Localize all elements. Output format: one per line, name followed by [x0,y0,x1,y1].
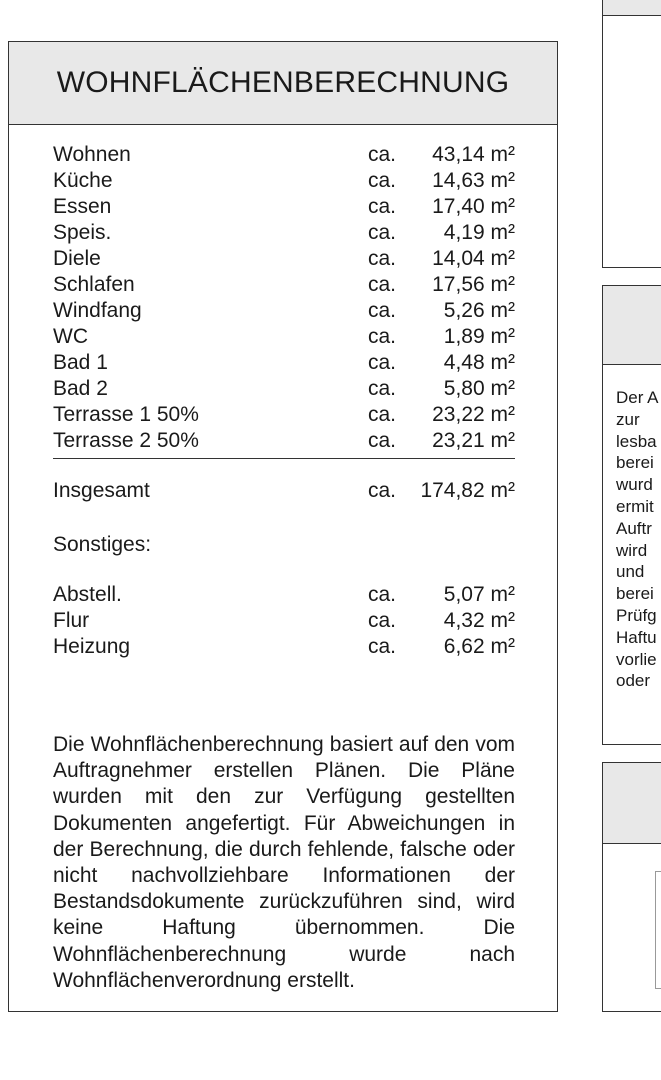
side-panel-top [602,0,661,268]
room-row [53,272,515,298]
side-panel-header [603,763,661,844]
total-label: Insgesamt [53,479,150,502]
room-label: Schlafen [53,273,135,296]
room-row [53,324,515,350]
approx-label: ca. [368,273,397,296]
side-text-line: ermit [616,496,654,516]
side-text-line: und [616,562,645,582]
room-area: 17,40 m² [432,195,515,218]
side-text-line: wurd [616,475,653,495]
side-text-line: berei [616,584,654,604]
room-label: Küche [53,169,113,192]
room-label: Flur [53,609,90,632]
room-area: 4,48 m² [443,351,515,374]
room-row [53,402,515,428]
side-text-line: wird [616,540,648,560]
room-row [53,428,515,454]
room-row [53,142,515,168]
room-area: 1,89 m² [443,325,515,348]
side-text-line: Prüfg [616,605,657,625]
approx-label: ca. [368,195,397,218]
other-row [53,608,515,634]
approx-label: ca. [368,609,397,632]
side-panel-text [616,387,659,692]
other-heading-label: Sonstiges: [53,533,152,556]
side-text-line: vorlie [616,649,657,669]
side-text-line: Der A [616,388,659,407]
room-row [53,376,515,402]
approx-label: ca. [368,377,397,400]
room-label: Diele [53,247,101,270]
room-area: 4,19 m² [443,221,515,244]
room-row [53,298,515,324]
room-label: Bad 2 [53,377,108,400]
side-panel-header [603,0,661,16]
room-label: Abstell. [53,583,122,606]
approx-label: ca. [368,429,397,452]
side-text-line: Haftu [616,627,657,647]
room-label: Wohnen [53,143,131,166]
room-area: 23,22 m² [432,403,515,426]
approx-label: ca. [368,169,397,192]
room-label: Terrasse 1 50% [53,403,199,426]
room-row [53,246,515,272]
panel-title: WOHNFLÄCHENBERECHNUNG [9,42,557,125]
other-row [53,634,515,660]
approx-label: ca. [368,325,397,348]
room-area: 5,80 m² [443,377,515,400]
total-divider [53,458,515,459]
room-label: Terrasse 2 50% [53,429,199,452]
approx-label: ca. [368,351,397,374]
room-area: 4,32 m² [443,609,515,632]
room-row [53,350,515,376]
room-area: 5,26 m² [443,299,515,322]
room-row [53,194,515,220]
room-area: 6,62 m² [443,635,515,658]
side-panel-middle [602,285,661,745]
other-heading [53,532,515,558]
room-row [53,168,515,194]
room-label: Speis. [53,221,112,244]
room-row [53,220,515,246]
side-text-line: lesba [616,431,657,451]
room-label: Windfang [53,299,142,322]
side-text-line: berei [616,453,654,473]
other-row [53,582,515,608]
total-area: 174,82 m² [420,479,515,502]
side-panel-bottom [602,762,661,1012]
side-text-line: oder [616,671,651,691]
approx-label: ca. [368,299,397,322]
room-area: 5,07 m² [443,583,515,606]
side-text-line: zur [616,409,640,429]
room-area: 43,14 m² [432,143,515,166]
room-area: 14,04 m² [432,247,515,270]
approx-label: ca. [368,635,397,658]
approx-label: ca. [368,143,397,166]
room-area: 17,56 m² [432,273,515,296]
approx-label: ca. [368,221,397,244]
room-area: 14,63 m² [432,169,515,192]
room-label: Essen [53,195,112,218]
room-label: WC [53,325,88,348]
room-area: 23,21 m² [432,429,515,452]
disclaimer-note: Die Wohnflächenberechnung basiert auf den vom Auftragnehmer erstellen Plänen. Die Pläne wurden mit den zur Verfügung gestellten Dokumenten angefertigt. Für Abweichungen in der Berechnung, die durch fehlende, falsche oder nicht nachvollziehbare Informationen der Bestandsdokumente zurückzuführen sind, wird keine Haftung übernommen. Die Wohnflächenberechnung wurde nach Wohnflächenverordnung erstellt. [53,733,515,992]
approx-label: ca. [368,247,397,270]
total-row [53,478,515,504]
approx-label: ca. [368,403,397,426]
room-label: Heizung [53,635,131,658]
side-text-line: Auftr [616,518,652,538]
approx-label: ca. [368,479,397,502]
side-panel-frame [655,871,661,989]
side-panel-header [603,286,661,365]
approx-label: ca. [368,583,397,606]
living-area-calculation-panel [8,41,558,1012]
room-label: Bad 1 [53,351,108,374]
